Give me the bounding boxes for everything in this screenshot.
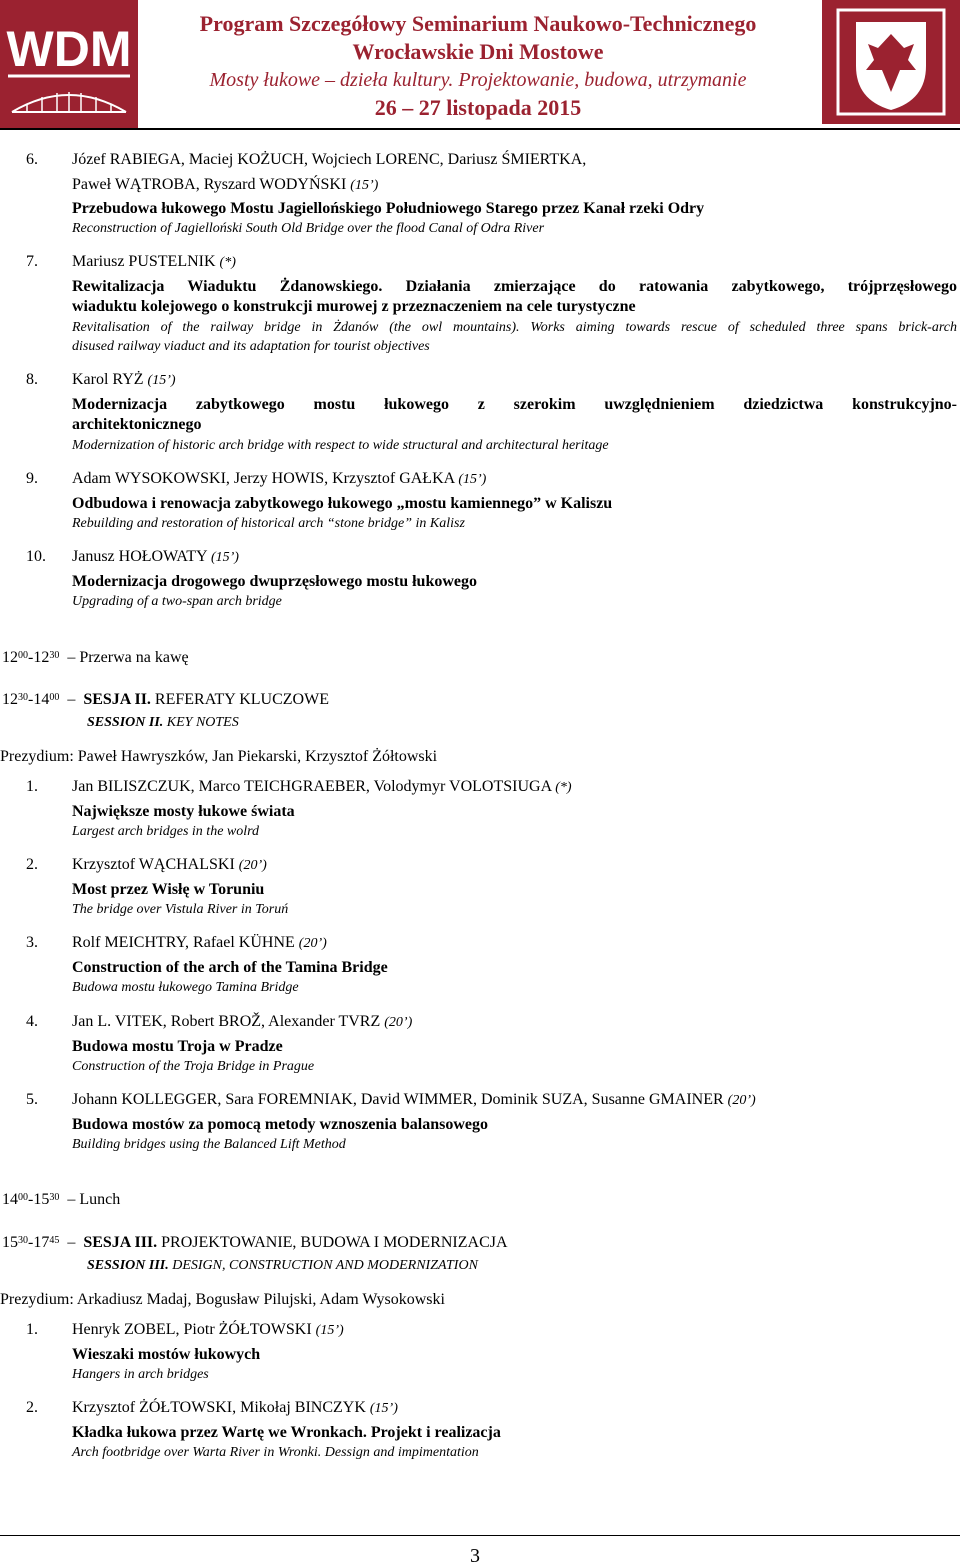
authors-text: Rolf MEICHTRY, Rafael KÜHNE xyxy=(72,934,295,951)
time-hour: -15 xyxy=(28,1191,50,1208)
authors-text: Mariusz PUSTELNIK xyxy=(72,253,216,270)
talk-title: Budowa mostów za pomocą metody wznoszenia balansowego xyxy=(72,1116,488,1133)
talk-duration: (20’) xyxy=(384,1015,413,1030)
talk-title-en: Building bridges using the Balanced Lift Method xyxy=(72,1137,346,1152)
time-hour: 12 xyxy=(2,691,18,708)
lunch-break xyxy=(2,1190,120,1210)
header-text xyxy=(140,10,816,122)
talk-title-en: Largest arch bridges in the wolrd xyxy=(72,824,260,839)
talk-duration: (15’) xyxy=(458,472,487,487)
session-heading-en xyxy=(87,1256,478,1276)
item-authors xyxy=(72,1090,756,1111)
authors-text: Johann KOLLEGGER, Sara FOREMNIAK, David WIMMER, Dominik SUZA, Susanne GMAINER xyxy=(72,1091,724,1108)
item-authors xyxy=(72,1012,412,1033)
talk-title: Modernizacja zabytkowego mostu łukowego z szerokim uwzględnieniem dziedzictwa konstrukcyjno- xyxy=(72,396,957,413)
time-hour: -12 xyxy=(28,649,50,666)
time-minutes: 30 xyxy=(49,650,60,661)
time-minutes: 45 xyxy=(49,1235,60,1246)
item-number: 2. xyxy=(26,1399,38,1416)
session-chair: Prezydium: Paweł Hawryszków, Jan Piekarski, Krzysztof Żółtowski xyxy=(0,748,438,765)
header-theme: Mosty łukowe – dzieła kultury. Projektowanie, budowa, utrzymanie xyxy=(209,69,747,91)
session-heading xyxy=(2,1233,508,1253)
item-number: 9. xyxy=(26,470,38,487)
talk-title: Budowa mostu Troja w Pradze xyxy=(72,1038,283,1055)
item-number: 4. xyxy=(26,1013,38,1030)
session-heading xyxy=(2,690,329,710)
item-number: 8. xyxy=(26,371,38,388)
talk-title-en: Hangers in arch bridges xyxy=(72,1367,209,1382)
time-minutes: 30 xyxy=(18,1235,28,1246)
talk-duration: (15’) xyxy=(369,1401,398,1416)
time-hour: -17 xyxy=(28,1234,50,1251)
item-authors xyxy=(72,855,267,876)
header-rule xyxy=(0,128,960,130)
talk-title-en: Rebuilding and restoration of historical arch “stone bridge” in Kalisz xyxy=(72,516,465,531)
item-number: 7. xyxy=(26,253,38,270)
item-authors xyxy=(72,1320,344,1341)
authors-text: Józef RABIEGA, Maciej KOŻUCH, Wojciech LORENC, Dariusz ŚMIERTKA, xyxy=(72,151,587,168)
wdm-logo-text: WDM xyxy=(6,21,132,77)
session-name-en: SESSION II. xyxy=(87,715,164,730)
talk-title-en: Reconstruction of Jagielloński South Old Bridge over the flood Canal of Odra River xyxy=(72,221,545,236)
time-hour: 14 xyxy=(2,1191,18,1208)
item-number: 3. xyxy=(26,934,38,951)
item-number: 5. xyxy=(26,1091,38,1108)
coffee-break xyxy=(2,648,189,668)
university-emblem xyxy=(822,0,960,124)
session-name-en: SESSION III. xyxy=(87,1258,169,1273)
talk-duration: (15’) xyxy=(210,550,239,565)
authors-text: Henryk ZOBEL, Piotr ŻÓŁTOWSKI xyxy=(72,1321,312,1338)
talk-duration: (20’) xyxy=(298,936,327,951)
talk-title: Kładka łukowa przez Wartę we Wronkach. Projekt i realizacja xyxy=(72,1424,501,1441)
session-chair: Prezydium: Arkadiusz Madaj, Bogusław Pilujski, Adam Wysokowski xyxy=(0,1291,445,1308)
wdm-logo xyxy=(0,0,138,128)
time-hour: 15 xyxy=(2,1234,18,1251)
item-authors xyxy=(72,252,236,273)
authors-text: Adam WYSOKOWSKI, Jerzy HOWIS, Krzysztof GAŁKA xyxy=(72,470,455,487)
authors-text: Krzysztof ŻÓŁTOWSKI, Mikołaj BINCZYK xyxy=(72,1399,366,1416)
session-topic: REFERATY KLUCZOWE xyxy=(154,691,329,708)
authors-text: Janusz HOŁOWATY xyxy=(72,548,207,565)
talk-title: Największe mosty łukowe świata xyxy=(72,803,295,820)
session-topic-en: KEY NOTES xyxy=(166,715,239,730)
talk-title: Wieszaki mostów łukowych xyxy=(72,1346,261,1363)
talk-duration: (*) xyxy=(219,255,236,270)
authors-text: Jan BILISZCZUK, Marco TEICHGRAEBER, Volodymyr VOLOTSIUGA xyxy=(72,778,552,795)
break-label: – Przerwa na kawę xyxy=(67,649,189,666)
talk-title-en-cont: disused railway viaduct and its adaptation for tourist objectives xyxy=(72,339,430,354)
session-name: SESJA III. xyxy=(83,1234,158,1251)
item-authors-cont xyxy=(72,175,378,196)
dash: – xyxy=(67,1234,76,1251)
session-name: SESJA II. xyxy=(83,691,151,708)
talk-title-en: Modernization of historic arch bridge with respect to wide structural and architectural heritage xyxy=(72,438,609,453)
item-number: 1. xyxy=(26,778,38,795)
talk-title-cont: architektonicznego xyxy=(72,416,202,433)
talk-title-en: Arch footbridge over Warta River in Wronki. Dessign and impimentation xyxy=(72,1445,479,1460)
talk-title-en: Upgrading of a two-span arch bridge xyxy=(72,594,282,609)
time-minutes: 00 xyxy=(18,1192,28,1203)
item-authors xyxy=(72,370,176,391)
time-minutes: 00 xyxy=(49,692,60,703)
talk-title-en: Budowa mostu łukowego Tamina Bridge xyxy=(72,980,299,995)
talk-duration: (15’) xyxy=(147,373,176,388)
time-minutes: 00 xyxy=(18,650,28,661)
header-dates: 26 – 27 listopada 2015 xyxy=(374,95,582,120)
item-authors xyxy=(72,469,486,490)
item-authors xyxy=(72,1398,398,1419)
talk-duration: (20’) xyxy=(727,1093,756,1108)
page-header xyxy=(0,0,960,130)
time-hour: -14 xyxy=(28,691,50,708)
session-topic-en: DESIGN, CONSTRUCTION AND MODERNIZATION xyxy=(172,1258,478,1273)
talk-duration: (20’) xyxy=(238,858,267,873)
time-minutes: 30 xyxy=(18,692,28,703)
header-title: Program Szczegółowy Seminarium Naukowo-Technicznego xyxy=(199,11,757,36)
item-authors xyxy=(72,777,572,798)
item-authors xyxy=(72,150,586,170)
footer-rule xyxy=(0,1535,960,1536)
authors-text: Jan L. VITEK, Robert BROŽ, Alexander TVRZ xyxy=(72,1013,381,1030)
talk-title: Most przez Wisłę w Toruniu xyxy=(72,881,265,898)
break-label: – Lunch xyxy=(67,1191,121,1208)
item-authors xyxy=(72,933,327,954)
talk-title: Odbudowa i renowacja zabytkowego łukowego „mostu kamiennego” w Kaliszu xyxy=(72,495,613,512)
talk-duration: (15’) xyxy=(315,1323,344,1338)
item-number: 10. xyxy=(26,548,46,565)
talk-title: Modernizacja drogowego dwuprzęsłowego mostu łukowego xyxy=(72,573,478,590)
talk-title-en: The bridge over Vistula River in Toruń xyxy=(72,902,289,917)
authors-text: Paweł WĄTROBA, Ryszard WODYŃSKI xyxy=(72,176,347,193)
talk-title: Przebudowa łukowego Mostu Jagiellońskiego Południowego Starego przez Kanał rzeki Odry xyxy=(72,200,705,217)
page-number: 3 xyxy=(470,1545,480,1567)
time-hour: 12 xyxy=(2,649,18,666)
item-number: 1. xyxy=(26,1321,38,1338)
item-authors xyxy=(72,547,239,568)
authors-text: Karol RYŻ xyxy=(72,371,144,388)
header-subtitle: Wrocławskie Dni Mostowe xyxy=(352,39,604,64)
authors-text: Krzysztof WĄCHALSKI xyxy=(72,856,235,873)
item-number: 2. xyxy=(26,856,38,873)
talk-title: Construction of the arch of the Tamina Bridge xyxy=(72,959,388,976)
talk-duration: (*) xyxy=(555,780,572,795)
talk-title-en: Revitalisation of the railway bridge in Żdanów (the owl mountains). Works aiming towards rescue of scheduled three spans brick-arch xyxy=(72,320,957,335)
session-topic: PROJEKTOWANIE, BUDOWA I MODERNIZACJA xyxy=(161,1234,508,1251)
talk-title-en: Construction of the Troja Bridge in Prague xyxy=(72,1059,315,1074)
time-minutes: 30 xyxy=(49,1192,60,1203)
item-number: 6. xyxy=(26,151,38,168)
dash: – xyxy=(67,691,76,708)
talk-duration: (15’) xyxy=(350,178,379,193)
talk-title-cont: wiaduktu kolejowego o konstrukcji murowej z przeznaczeniem na cele turystyczne xyxy=(72,298,636,315)
session-heading-en xyxy=(87,713,239,733)
talk-title: Rewitalizacja Wiaduktu Żdanowskiego. Działania zmierzające do ratowania zabytkowego, trójprzęsłowego xyxy=(72,278,957,295)
